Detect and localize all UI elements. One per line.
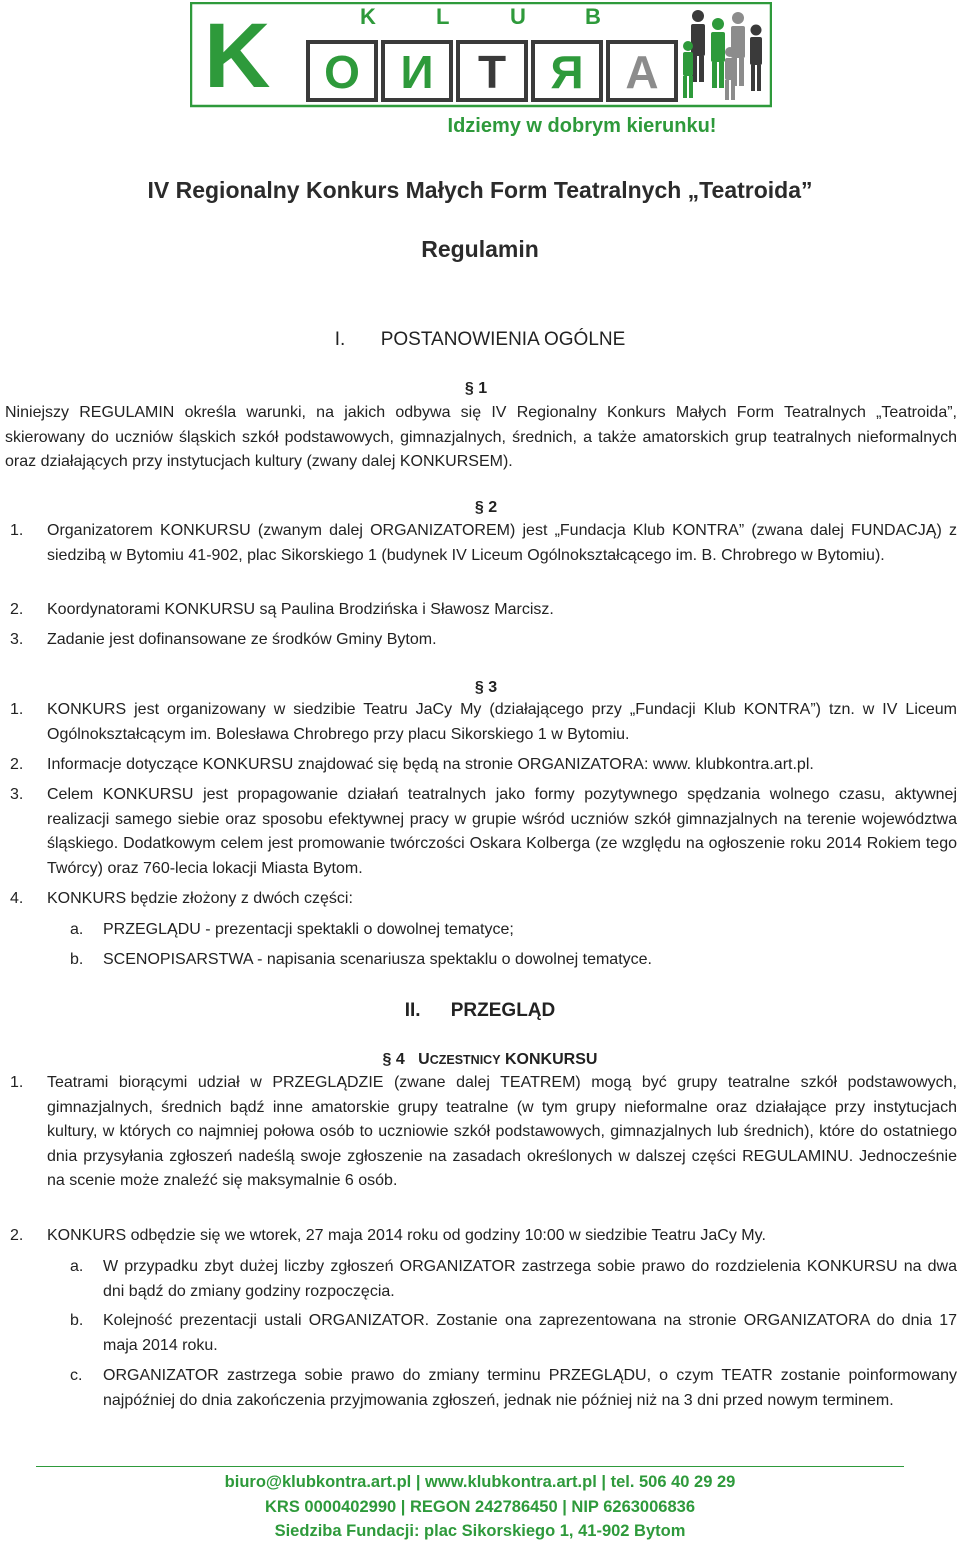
item-text: KONKURS jest organizowany w siedzibie Teatru JaCy My (działającego przy „Fundacji Klub KONTRA”) tzn. w IV Liceum Ogólnokształcącym im. Bolesława Chrobrego przy placu Sikorskiego 1 w Bytomiu. [47, 701, 957, 743]
logo-letter: U [510, 4, 526, 29]
item-number: 2. [10, 601, 24, 618]
logo-big-k: K [204, 5, 271, 107]
item-number: 1. [10, 1074, 24, 1091]
item-number: 3. [10, 786, 24, 803]
logo-tile-letter: И [400, 46, 434, 98]
footer-address: Siedziba Fundacji: plac Sikorskiego 1, 41-902 Bytom [274, 1522, 686, 1540]
item-text: Zadanie jest dofinansowane ze środków Gminy Bytom. [47, 631, 437, 648]
logo-slogan: Idziemy w dobrym kierunku! [447, 115, 717, 137]
heading-initial: U [418, 1051, 430, 1068]
paragraph-text: Niniejszy REGULAMIN określa warunki, na jakich odbywa się IV Regionalny Konkurs Małych Form Teatralnych „Teatroida”, skierowany do uczniów śląskich szkół podstawowych, gimnazjalnych, średnich, a także amatorskich grup teatralnych nieformalnych oraz działających przy instytucjach kultury (zwany dalej KONKURSEM). [5, 404, 957, 470]
item-text: W przypadku zbyt dużej liczby zgłoszeń ORGANIZATOR zastrzega sobie prawo do rozdzielenia KONKURSU na dwa dni bądź do zmiany godziny rozpoczęcia. [103, 1258, 957, 1300]
people-icon [683, 10, 762, 100]
item-number: 1. [10, 701, 24, 718]
item-text: KONKURS odbędzie się we wtorek, 27 maja 2014 roku od godziny 10:00 w siedzibie Teatru JaCy My. [47, 1227, 766, 1244]
item-text: SCENOPISARSTWA - napisania scenariusza spektaklu o dowolnej tematyce. [103, 951, 652, 968]
paragraph-mark: § 2 [474, 499, 498, 516]
item-number: 2. [10, 756, 24, 773]
paragraph-mark: § 4 [382, 1051, 405, 1068]
item-text: ORGANIZATOR zastrzega sobie prawo do zmiany terminu PRZEGLĄDU, o czym TEATR zostanie poinformowany najpóźniej do dnia zakończenia przyjmowania zgłoszeń, jednak nie później niż na 3 dni przed nowym terminem. [103, 1367, 957, 1409]
section-heading [0, 999, 960, 1024]
section-number: I. [334, 329, 346, 350]
item-text: Informacje dotyczące KONKURSU znajdować się będą na stronie ORGANIZATORA: www. klubkontra.art.pl. [47, 756, 814, 773]
klub-kontra-logo [190, 2, 772, 138]
section-number: II. [404, 1000, 421, 1021]
item-number: 4. [10, 890, 24, 907]
heading-word: KONKURSU [505, 1051, 598, 1068]
section-heading [0, 328, 960, 353]
item-letter: c. [70, 1367, 83, 1384]
item-text: KONKURS będzie złożony z dwóch części: [47, 890, 353, 907]
item-text: Kolejność prezentacji ustali ORGANIZATOR. Zostanie ona zaprezentowana na stronie ORGANIZATORA do dnia 17 maja 2014 roku. [103, 1312, 957, 1354]
item-text: PRZEGLĄDU - prezentacji spektakli o dowolnej tematyce; [103, 921, 514, 938]
logo-letter: K [360, 4, 376, 29]
item-letter: a. [70, 921, 84, 938]
footer-registry: KRS 0000402990 | REGON 242786450 | NIP 6263006836 [265, 1498, 695, 1516]
paragraph-mark: § 3 [474, 679, 498, 696]
item-letter: b. [70, 1312, 84, 1329]
item-text: Teatrami biorącymi udział w PRZEGLĄDZIE (zwane dalej TEATREM) mogą być grupy teatralne szkół podstawowych, gimnazjalnych, średnich bądź inne amatorskie grupy teatralne (w tym grupy nieformalne oraz działające przy instytucjach kultury, w których co najmniej połowa osób to uczniowie szkół podstawowych, gimnazjalnych lub średnich), które do ostatniego dnia przysyłania zgłoszeń nadeślą swoje zgłoszenie na zasadach określonych w dalszej części REGULAMINU. Jednocześnie na scenie może znaleźć się maksymalnie 6 osób. [47, 1074, 957, 1189]
item-text: Organizatorem KONKURSU (zwanym dalej ORGANIZATOREM) jest „Fundacja Klub KONTRA” (zwana dalej FUNDACJĄ) z siedzibą w Bytomiu 41-902, plac Sikorskiego 1 (budynek IV Liceum Ogólnokształcącego im. B. Chrobrego w Bytomiu). [47, 522, 957, 564]
item-text: Celem KONKURSU jest propagowanie działań teatralnych jako formy pozytywnego spędzania wolnego czasu, aktywnej realizacji samego siebie oraz sposobu efektywnej pracy w grupie wśród uczniów szkół gimnazjalnych na terenie województwa śląskiego. Dodatkowym celem jest promowanie twórczości Oskara Kolberga (ze względu na ogłoszenie roku 2014 Rokiem tego Twórcy) oraz 760-lecia lokacji Miasta Bytom. [47, 786, 957, 877]
footer-contact: biuro@klubkontra.art.pl | www.klubkontra.art.pl | tel. 506 40 29 29 [224, 1473, 736, 1491]
section-label: POSTANOWIENIA OGÓLNE [380, 329, 626, 350]
logo-letter: L [436, 4, 450, 29]
logo-tiles [306, 40, 678, 102]
section-label: PRZEGLĄD [450, 1000, 556, 1021]
logo-tile-letter: T [477, 46, 507, 98]
item-number: 1. [10, 522, 24, 539]
logo-tile-letter: A [625, 46, 659, 98]
item-number: 2. [10, 1227, 24, 1244]
paragraph-heading [10, 1048, 960, 1073]
paragraph-mark: § 1 [464, 380, 488, 397]
heading-smallcaps: CZESTNICY [429, 1053, 501, 1067]
logo-tile-letter: Я [550, 46, 584, 98]
logo-letter: B [585, 4, 601, 29]
item-letter: b. [70, 951, 84, 968]
item-letter: a. [70, 1258, 84, 1275]
footer-divider [36, 1466, 904, 1467]
document-title: IV Regionalny Konkurs Małych Form Teatralnych „Teatroida” [147, 177, 813, 203]
logo-tile-letter: O [324, 46, 360, 98]
item-number: 3. [10, 631, 24, 648]
document-subtitle: Regulamin [421, 236, 539, 262]
item-text: Koordynatorami KONKURSU są Paulina Brodzińska i Sławosz Marcisz. [47, 601, 554, 618]
